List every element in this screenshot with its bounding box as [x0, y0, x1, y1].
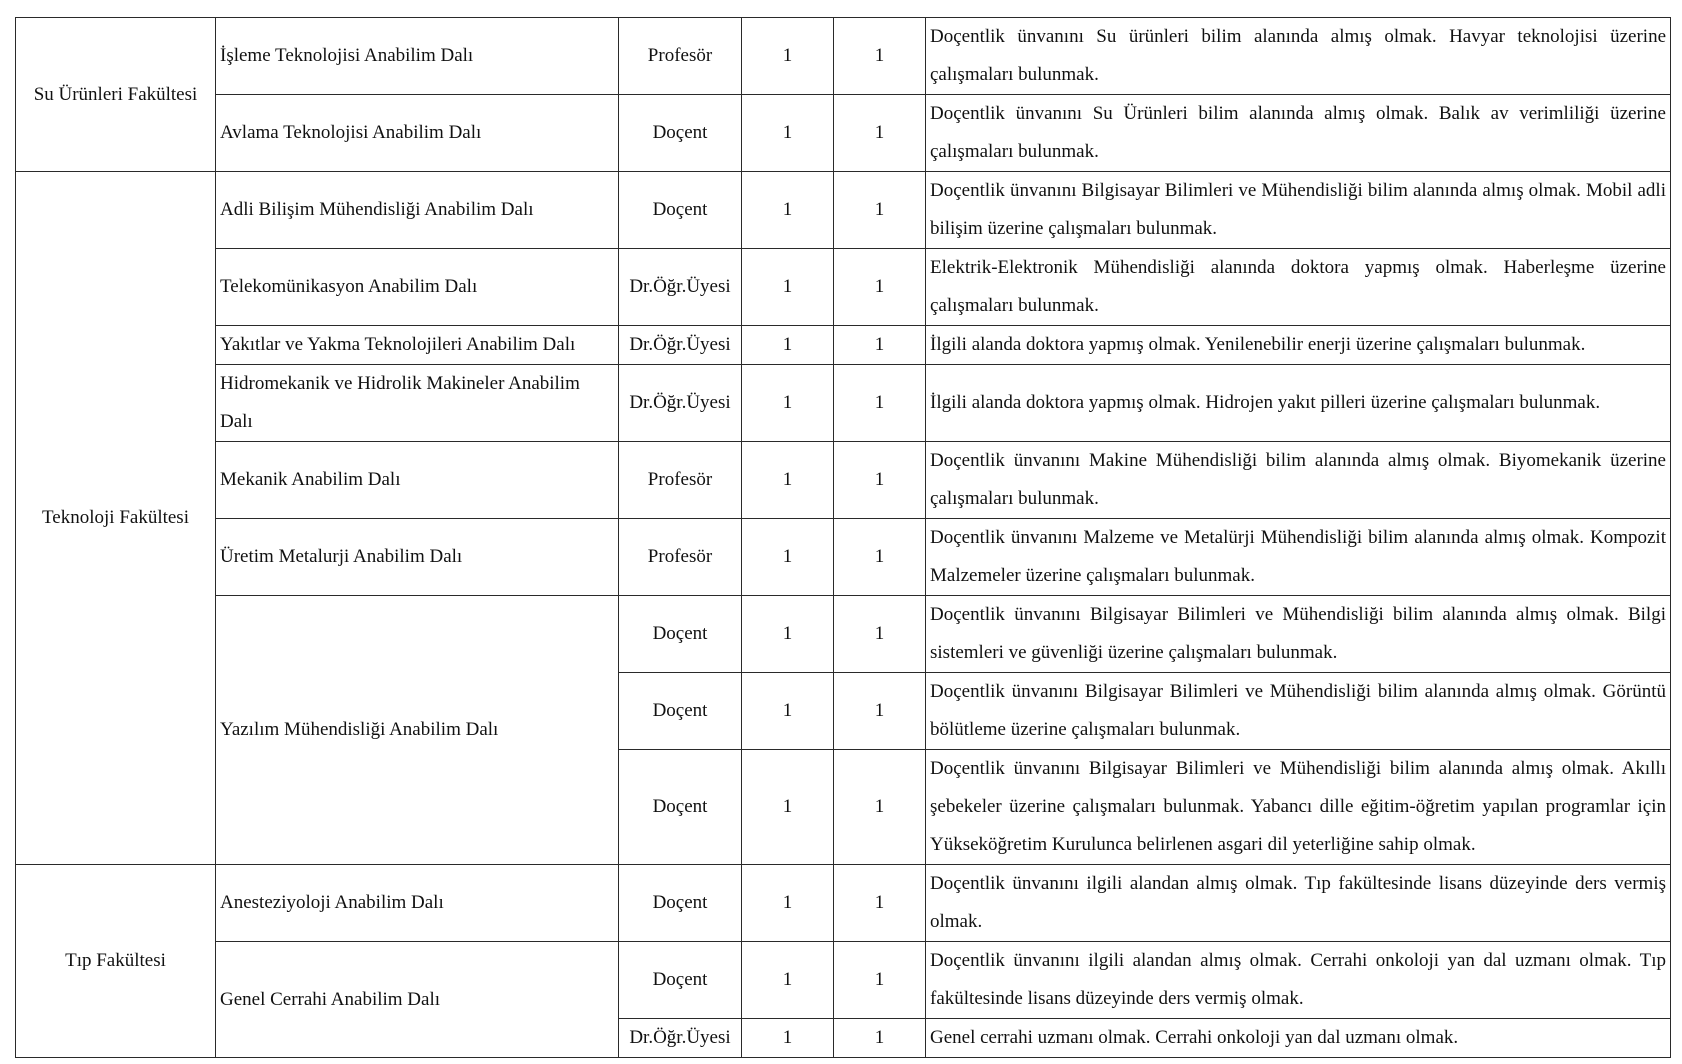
table-row — [16, 249, 1671, 326]
count-b-cell: 1 — [834, 865, 926, 942]
count-a-cell: 1 — [742, 442, 834, 519]
title-cell: Doçent — [619, 942, 742, 1019]
count-b-cell: 1 — [834, 95, 926, 172]
count-b-cell: 1 — [834, 1019, 926, 1058]
count-a-cell: 1 — [742, 942, 834, 1019]
title-cell: Dr.Öğr.Üyesi — [619, 249, 742, 326]
department-cell: Yakıtlar ve Yakma Teknolojileri Anabilim Dalı — [216, 326, 619, 365]
count-b-cell: 1 — [834, 442, 926, 519]
table-row — [16, 326, 1671, 365]
requirement-cell: Doçentlik ünvanını Bilgisayar Bilimleri ve Mühendisliği bilim alanında almış olmak. Bilgi sistemleri ve güvenliği üzerine çalışmaları bulunmak. — [926, 596, 1671, 673]
title-cell: Doçent — [619, 172, 742, 249]
requirement-cell: Genel cerrahi uzmanı olmak. Cerrahi onkoloji yan dal uzmanı olmak. — [926, 1019, 1671, 1058]
table-row — [16, 865, 1671, 942]
title-cell: Doçent — [619, 596, 742, 673]
title-cell: Doçent — [619, 673, 742, 750]
count-b-cell: 1 — [834, 673, 926, 750]
count-a-cell: 1 — [742, 18, 834, 95]
title-cell: Doçent — [619, 750, 742, 865]
count-b-cell: 1 — [834, 249, 926, 326]
title-cell: Dr.Öğr.Üyesi — [619, 365, 742, 442]
count-a-cell: 1 — [742, 865, 834, 942]
requirement-cell: Doçentlik ünvanını Su Ürünleri bilim alanında almış olmak. Balık av verimliliği üzerine çalışmaları bulunmak. — [926, 95, 1671, 172]
department-cell: Genel Cerrahi Anabilim Dalı — [216, 942, 619, 1058]
count-a-cell: 1 — [742, 326, 834, 365]
requirement-cell: Doçentlik ünvanını Su ürünleri bilim alanında almış olmak. Havyar teknolojisi üzerine çalışmaları bulunmak. — [926, 18, 1671, 95]
department-cell: Telekomünikasyon Anabilim Dalı — [216, 249, 619, 326]
count-a-cell: 1 — [742, 95, 834, 172]
title-cell: Dr.Öğr.Üyesi — [619, 1019, 742, 1058]
title-cell: Profesör — [619, 519, 742, 596]
positions-table-body — [16, 18, 1671, 1058]
title-cell: Dr.Öğr.Üyesi — [619, 326, 742, 365]
department-cell: Avlama Teknolojisi Anabilim Dalı — [216, 95, 619, 172]
count-a-cell: 1 — [742, 750, 834, 865]
count-b-cell: 1 — [834, 942, 926, 1019]
table-row — [16, 596, 1671, 673]
count-b-cell: 1 — [834, 365, 926, 442]
department-cell: Mekanik Anabilim Dalı — [216, 442, 619, 519]
count-a-cell: 1 — [742, 596, 834, 673]
faculty-cell: Su Ürünleri Fakültesi — [16, 18, 216, 172]
table-row — [16, 519, 1671, 596]
count-a-cell: 1 — [742, 249, 834, 326]
faculty-cell: Tıp Fakültesi — [16, 865, 216, 1058]
department-cell: Adli Bilişim Mühendisliği Anabilim Dalı — [216, 172, 619, 249]
requirement-cell: Doçentlik ünvanını Makine Mühendisliği bilim alanında almış olmak. Biyomekanik üzerine çalışmaları bulunmak. — [926, 442, 1671, 519]
requirement-cell: Elektrik-Elektronik Mühendisliği alanında doktora yapmış olmak. Haberleşme üzerine çalışmaları bulunmak. — [926, 249, 1671, 326]
requirement-cell: Doçentlik ünvanını Bilgisayar Bilimleri ve Mühendisliği bilim alanında almış olmak. Mobil adli bilişim üzerine çalışmaları bulunmak. — [926, 172, 1671, 249]
requirement-cell: İlgili alanda doktora yapmış olmak. Hidrojen yakıt pilleri üzerine çalışmaları bulunmak. — [926, 365, 1671, 442]
department-cell: Anesteziyoloji Anabilim Dalı — [216, 865, 619, 942]
requirement-cell: Doçentlik ünvanını Bilgisayar Bilimleri ve Mühendisliği bilim alanında almış olmak. Görüntü bölütleme üzerine çalışmaları bulunmak. — [926, 673, 1671, 750]
department-cell: İşleme Teknolojisi Anabilim Dalı — [216, 18, 619, 95]
count-a-cell: 1 — [742, 365, 834, 442]
count-a-cell: 1 — [742, 519, 834, 596]
count-a-cell: 1 — [742, 1019, 834, 1058]
title-cell: Doçent — [619, 95, 742, 172]
requirement-cell: Doçentlik ünvanını Bilgisayar Bilimleri ve Mühendisliği bilim alanında almış olmak. Akıllı şebekeler üzerine çalışmaları bulunmak. Yabancı dille eğitim-öğretim yapılan programlar için Yükseköğretim Kurulunca belirlenen asgari dil yeterliğine sahip olmak. — [926, 750, 1671, 865]
count-a-cell: 1 — [742, 172, 834, 249]
table-row — [16, 18, 1671, 95]
count-b-cell: 1 — [834, 326, 926, 365]
title-cell: Profesör — [619, 18, 742, 95]
faculty-cell: Teknoloji Fakültesi — [16, 172, 216, 865]
title-cell: Doçent — [619, 865, 742, 942]
requirement-cell: Doçentlik ünvanını ilgili alandan almış olmak. Tıp fakültesinde lisans düzeyinde ders vermiş olmak. — [926, 865, 1671, 942]
requirement-cell: Doçentlik ünvanını ilgili alandan almış olmak. Cerrahi onkoloji yan dal uzmanı olmak. Tıp fakültesinde lisans düzeyinde ders vermiş olmak. — [926, 942, 1671, 1019]
table-row — [16, 95, 1671, 172]
department-cell: Hidromekanik ve Hidrolik Makineler Anabilim Dalı — [216, 365, 619, 442]
requirement-cell: Doçentlik ünvanını Malzeme ve Metalürji Mühendisliği bilim alanında almış olmak. Kompozit Malzemeler üzerine çalışmaları bulunmak. — [926, 519, 1671, 596]
count-b-cell: 1 — [834, 596, 926, 673]
positions-table — [15, 17, 1671, 1058]
count-b-cell: 1 — [834, 18, 926, 95]
count-b-cell: 1 — [834, 750, 926, 865]
requirement-cell: İlgili alanda doktora yapmış olmak. Yenilenebilir enerji üzerine çalışmaları bulunmak. — [926, 326, 1671, 365]
table-row — [16, 442, 1671, 519]
count-b-cell: 1 — [834, 519, 926, 596]
table-row — [16, 172, 1671, 249]
title-cell: Profesör — [619, 442, 742, 519]
count-b-cell: 1 — [834, 172, 926, 249]
table-row — [16, 942, 1671, 1019]
count-a-cell: 1 — [742, 673, 834, 750]
department-cell: Yazılım Mühendisliği Anabilim Dalı — [216, 596, 619, 865]
department-cell: Üretim Metalurji Anabilim Dalı — [216, 519, 619, 596]
table-row — [16, 365, 1671, 442]
